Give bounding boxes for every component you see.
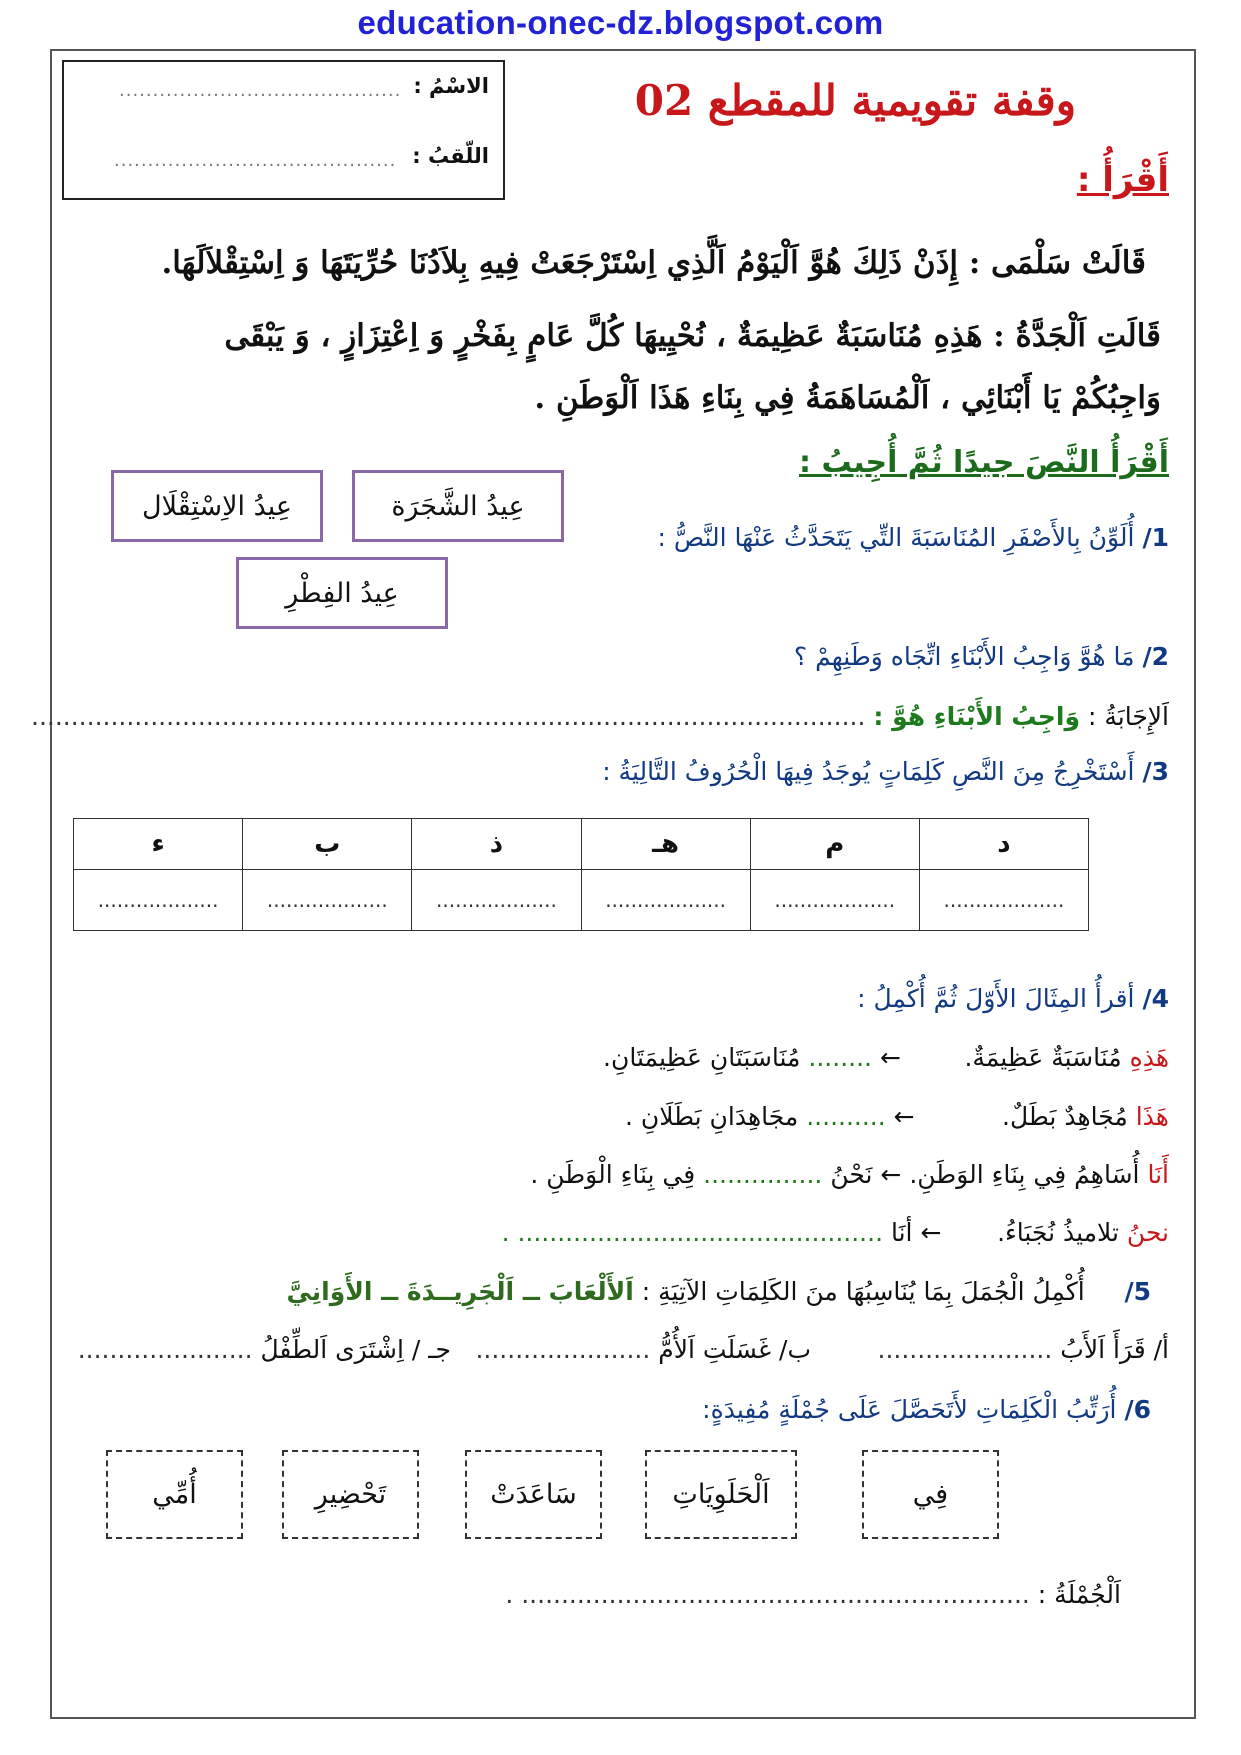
reading-line-2: قَالَتِ اَلْجَدَّةُ : هَذِهِ مُنَاسَبَةٌ عَظِيمَةٌ ، نُحْيِيهَا كُلَّ عَامٍ بِفَخْرٍ وَ اِعْتِزَازٍ ، وَ يَبْقَى <box>224 318 1161 354</box>
question-1-number: 1/ <box>1142 523 1169 552</box>
example-text: مُنَاسَبَةٌ عَظِيمَةٌ. <box>964 1043 1122 1072</box>
letters-table <box>73 818 1089 931</box>
example-row-2 <box>625 1102 1169 1131</box>
choice-tree-day[interactable]: عِيدُ الشَّجَرَة <box>352 470 564 542</box>
sentence-label: اَلْجُمْلَةُ : <box>1037 1580 1121 1609</box>
answer-cell[interactable]: ................... <box>919 870 1088 931</box>
word-card[interactable]: اَلْحَلَوِيَاتِ <box>645 1450 797 1539</box>
example-result: مجَاهِدَانِ بَطَلَانِ . <box>624 1102 799 1131</box>
example-text: أُسَاهِمُ فِي بِنَاءِ الوَطَنِ. <box>909 1160 1140 1189</box>
surname-label: اللّقبُ : <box>412 144 489 168</box>
task-heading: أَقْرَأُ النَّصَ جيدًا ثُمَّ أُجِيبُ : <box>799 445 1169 480</box>
answer-cell[interactable]: ................... <box>243 870 412 931</box>
letter-cell: ذ <box>412 819 581 870</box>
example-lead: نحنُ <box>1126 1218 1169 1247</box>
word-card[interactable]: فِي <box>862 1450 999 1539</box>
example-lead: أَنَا <box>1147 1160 1169 1189</box>
answer-start: وَاجِبُ الأَبْنَاءِ هُوَّ : <box>873 702 1081 731</box>
example-lead: هَذَا <box>1135 1102 1169 1131</box>
q5-item-c <box>78 1335 451 1364</box>
letter-cell: ء <box>74 819 243 870</box>
example-blank[interactable]: .............................................. . <box>501 1218 884 1247</box>
example-blank[interactable]: .......... <box>806 1102 886 1131</box>
question-3 <box>602 757 1169 786</box>
answer-cell[interactable]: ................... <box>412 870 581 931</box>
example-result: فِي بِنَاءِ الْوَطَنِ . <box>530 1160 696 1189</box>
question-1 <box>657 523 1169 552</box>
question-4-number: 4/ <box>1142 984 1169 1013</box>
name-box <box>62 60 505 200</box>
question-2-number: 2/ <box>1142 642 1169 671</box>
example-row-1 <box>603 1043 1169 1072</box>
question-6 <box>702 1395 1151 1424</box>
q5-item-label: ب/ غَسَلَتِ اَلأُمُّ <box>658 1335 811 1364</box>
example-blank[interactable]: ............... <box>703 1160 823 1189</box>
word-card[interactable]: تَحْضِيرِ <box>282 1450 419 1539</box>
reading-line-1: قَالَتْ سَلْمَى : إِذَنْ ذَلِكَ هُوَّ اَلْيَوْمُ اَلَّذِي اِسْتَرْجَعَتْ فِيهِ بِلاَدُنَا حُرِّيَتَهَا وَ اِسْتِقْلاَلَهَا. <box>161 245 1146 281</box>
example-text: تلاميذُ نُجَبَاءُ. <box>997 1218 1119 1247</box>
letter-cell: ب <box>243 819 412 870</box>
sentence-line <box>505 1580 1121 1609</box>
answer-cell[interactable]: ................... <box>581 870 750 931</box>
example-result: مُنَاسَبَتَانِ عَظِيمَتَانِ. <box>603 1043 801 1072</box>
example-row-4 <box>502 1218 1169 1247</box>
q5-item-dots[interactable]: ...................... <box>475 1335 651 1364</box>
sentence-dots[interactable]: ................................................................ . <box>505 1580 1030 1609</box>
q5-item-a <box>878 1335 1170 1364</box>
question-6-number: 6/ <box>1124 1395 1151 1424</box>
question-2 <box>794 642 1169 671</box>
question-4-text: أقرأُ المِثَالَ الأَوّلَ ثُمَّ أُكْمِلُ : <box>857 984 1135 1013</box>
answer-cell[interactable]: ................... <box>750 870 919 931</box>
question-5-text: أُكْمِلُ الْجُمَلَ بِمَا يُنَاسِبُهَا منَ الكَلِمَاتِ الآتِيَةِ : <box>641 1277 1085 1306</box>
word-card[interactable]: أُمِّي <box>106 1450 243 1539</box>
example-row-3 <box>530 1160 1169 1189</box>
arrow-icon: ← <box>880 1160 902 1189</box>
question-4 <box>857 984 1169 1013</box>
word-card[interactable]: سَاعَدَتْ <box>465 1450 602 1539</box>
question-3-text: أَسْتَخْرِجُ مِنَ النَّصِ كَلِمَاتٍ يُوجَدُ فِيهَا الْحُرُوفُ التَّالِيَةُ : <box>602 757 1135 786</box>
question-5-number: 5/ <box>1124 1277 1151 1306</box>
answer-dots[interactable]: ......................................................................................................... <box>31 702 866 731</box>
example-pronoun: أنَا <box>890 1218 913 1247</box>
reading-heading: أَقْرَأُ : <box>1076 160 1169 200</box>
q5-item-dots[interactable]: ...................... <box>877 1335 1053 1364</box>
question-3-number: 3/ <box>1142 757 1169 786</box>
example-text: مُجَاهِدٌ بَطَلٌ. <box>1002 1102 1128 1131</box>
page-title: وقفة تقويمية للمقطع 02 <box>634 76 1076 125</box>
reading-line-3: وَاجِبُكُمْ يَا أَبْنَائِي ، اَلْمُسَاهَمَةُ فِي بِنَاءِ هَذَا اَلْوَطَنِ . <box>534 380 1161 416</box>
answer-line <box>31 702 1169 731</box>
q5-item-label: جـ / اِشْتَرَى اَلطِّفْلُ <box>260 1335 451 1364</box>
example-blank[interactable]: ........ <box>808 1043 872 1072</box>
name-dots[interactable]: .......................................... <box>119 80 402 101</box>
answer-cell[interactable]: ................... <box>74 870 243 931</box>
site-url[interactable]: education-onec-dz.blogspot.com <box>357 4 884 41</box>
name-label: الاسْمُ : <box>413 74 489 98</box>
example-pronoun: نَحْنُ <box>830 1160 873 1189</box>
q5-item-label: أ/ قَرَأَ اَلأَبُ <box>1060 1335 1169 1364</box>
q5-item-dots[interactable]: ...................... <box>77 1335 253 1364</box>
question-2-text: مَا هُوَّ وَاجِبُ الأَبْنَاءِ اتِّجَاه وَطَنِهِمْ ؟ <box>793 642 1135 671</box>
example-lead: هَذِهِ <box>1129 1043 1169 1072</box>
arrow-icon: ← <box>879 1043 901 1072</box>
letter-cell: د <box>919 819 1088 870</box>
choice-fitr-day[interactable]: عِيدُ الفِطْرِ <box>236 557 448 629</box>
choice-independence-day[interactable]: عِيدُ الاِسْتِقْلَال <box>111 470 323 542</box>
question-5-words: اَلأَلْعَابَ ــ اَلْجَرِيــدَةَ ــ الأَوَانِيَّ <box>286 1277 634 1306</box>
answer-label: اَلإِجَابَةُ : <box>1087 702 1169 731</box>
arrow-icon: ← <box>920 1218 942 1247</box>
q5-item-b <box>475 1335 811 1364</box>
question-1-text: أُلَوِّنُ بِالأَصْفَرِ المُنَاسَبَةَ التِّي يَتَحَدَّثُ عَنْهَا النَّصُّ : <box>657 523 1135 552</box>
surname-dots[interactable]: .......................................... <box>114 150 397 171</box>
letter-cell: م <box>750 819 919 870</box>
question-5 <box>286 1277 1151 1306</box>
letter-cell: هـ <box>581 819 750 870</box>
question-6-text: أُرَتِّبُ الْكَلِمَاتِ لأَتَحَصَّلَ عَلَى جُمْلَةٍ مُفِيدَةٍ: <box>702 1395 1117 1424</box>
arrow-icon: ← <box>893 1102 915 1131</box>
